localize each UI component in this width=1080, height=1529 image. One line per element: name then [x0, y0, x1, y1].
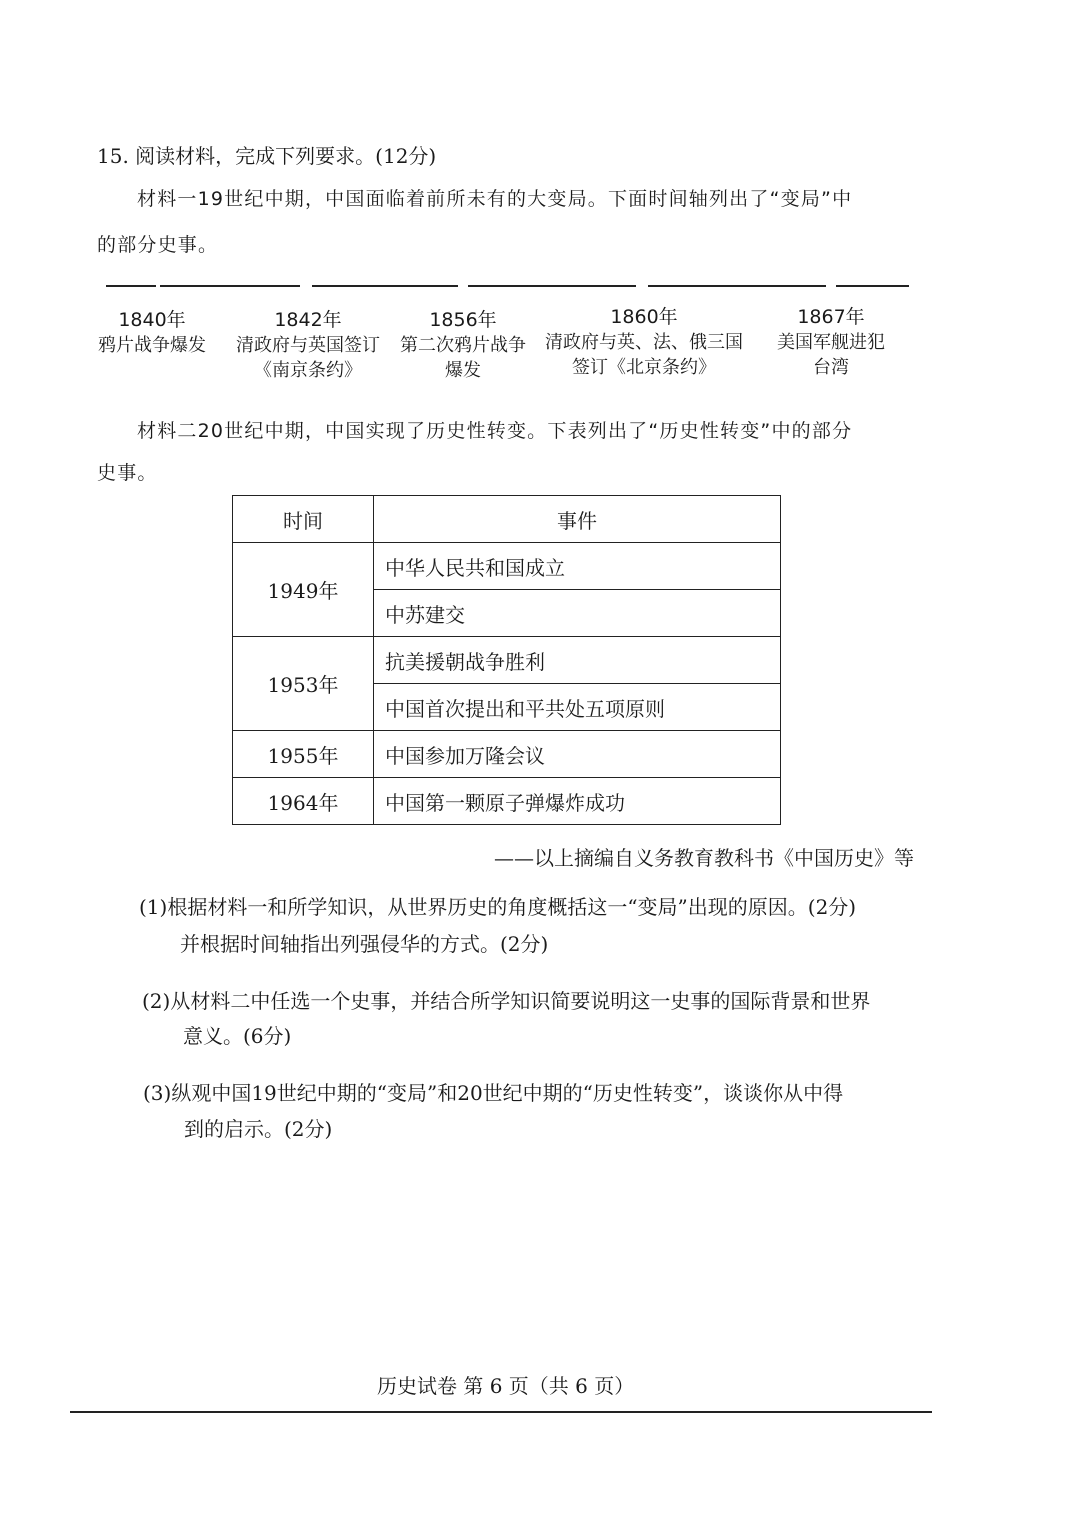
question-title: 15. 阅读材料，完成下列要求。(12分): [97, 144, 437, 168]
table-row: [233, 731, 781, 778]
material-two-line2: 史事。: [97, 462, 158, 484]
table-row: [233, 778, 781, 825]
events-table: [232, 495, 781, 825]
table-row: [233, 637, 781, 684]
table-header-row: [233, 496, 781, 543]
subquestion-3-line2: 到的启示。(2分): [184, 1117, 333, 1141]
table-source: ——以上摘编自义务教育教科书《中国历史》等: [494, 846, 914, 870]
table-event-cell: 中国参加万隆会议: [374, 731, 781, 778]
table-event-cell: 中华人民共和国成立: [374, 543, 781, 590]
table-year-cell: 1964年: [233, 778, 374, 825]
table-year-cell: 1955年: [233, 731, 374, 778]
timeline-item: 1867年 美国军舰进犯 台湾: [777, 306, 885, 378]
timeline-item: 1840年 鸦片战争爆发: [98, 309, 206, 356]
timeline-item: 1856年 第二次鸦片战争 爆发: [400, 309, 526, 381]
table-event-cell: 抗美援朝战争胜利: [374, 637, 781, 684]
subquestion-2-line1: (2)从材料二中任选一个史事，并结合所学知识简要说明这一史事的国际背景和世界: [142, 989, 871, 1013]
subquestion-2-line2: 意义。(6分): [183, 1024, 292, 1048]
table-row: [233, 543, 781, 590]
footer-divider: [70, 1411, 932, 1413]
material-one-line2: 的部分史事。: [97, 234, 219, 256]
page-footer: 历史试卷 第 6 页（共 6 页）: [377, 1374, 635, 1398]
table-event-cell: 中苏建交: [374, 590, 781, 637]
table-event-cell: 中国首次提出和平共处五项原则: [374, 684, 781, 731]
table-event-cell: 中国第一颗原子弹爆炸成功: [374, 778, 781, 825]
table-header-event: 事件: [374, 496, 781, 543]
table-year-cell: 1949年: [233, 543, 374, 637]
subquestion-3-line1: (3)纵观中国19世纪中期的“变局”和20世纪中期的“历史性转变”，谈谈你从中得: [143, 1081, 844, 1105]
timeline-item: 1860年 清政府与英、法、俄三国 签订《北京条约》: [545, 306, 743, 378]
material-one-line1: 材料一19世纪中期，中国面临着前所未有的大变局。下面时间轴列出了“变局”中: [137, 188, 853, 210]
table-year-cell: 1953年: [233, 637, 374, 731]
timeline-item: 1842年 清政府与英国签订 《南京条约》: [236, 309, 380, 381]
material-two-line1: 材料二20世纪中期，中国实现了历史性转变。下表列出了“历史性转变”中的部分: [137, 420, 853, 442]
subquestion-1-line2: 并根据时间轴指出列强侵华的方式。(2分): [180, 932, 549, 956]
table-header-time: 时间: [233, 496, 374, 543]
subquestion-1-line1: (1)根据材料一和所学知识，从世界历史的角度概括这一“变局”出现的原因。(2分): [139, 895, 857, 919]
